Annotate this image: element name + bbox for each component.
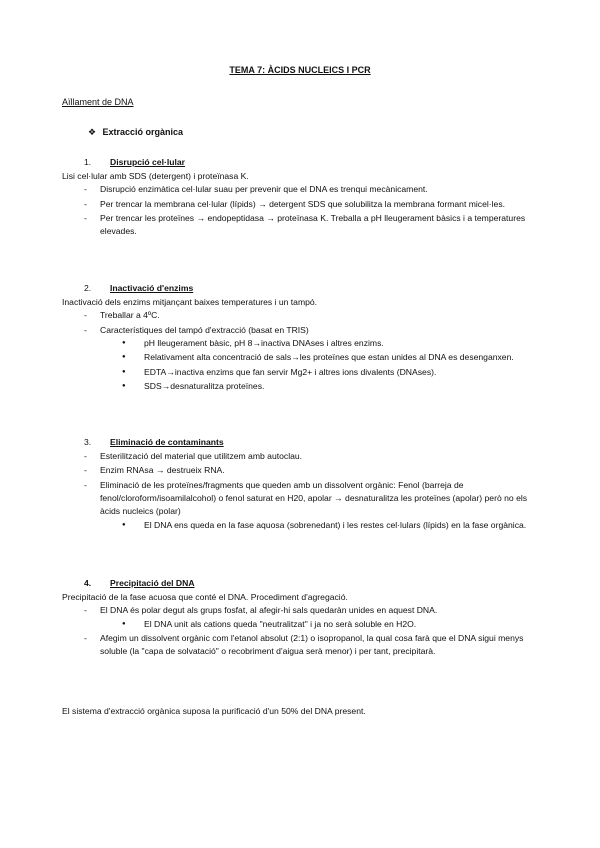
bullet-list (62, 183, 540, 238)
list-item: - Treballar a 4ºC. (100, 309, 540, 322)
section-intro: Precipitació de la fase acuosa que conté el DNA. Procediment d'agregació. (62, 592, 348, 602)
list-item: - Esterilització del material que utilitzem amb autoclau. (100, 450, 540, 463)
list-item (100, 479, 540, 532)
section-title-text: Precipitació del DNA (110, 578, 195, 588)
section-inactivacio (62, 282, 540, 394)
section-precipitacio (62, 577, 540, 660)
bullet-list (62, 450, 540, 532)
section-eliminacio (62, 436, 540, 533)
sub-list-item: ● pH lleugerament bàsic, pH 8→inactiva DNAses i altres enzims. (144, 337, 540, 350)
sub-list-item: ● Relativament alta concentració de sals→les proteïnes que estan unides al DNA es desenganxen. (144, 351, 540, 364)
page-title: TEMA 7: ÀCIDS NUCLEICS I PCR (229, 65, 371, 75)
list-item-text: Característiques del tampó d'extracció (basat en TRIS) (100, 324, 309, 335)
sub-list-item: ● EDTA→inactiva enzims que fan servir Mg2+ i altres ions divalents (DNAses). (144, 366, 540, 379)
section-title (62, 577, 540, 591)
section-title (62, 282, 540, 296)
list-item-text: Eliminació de les proteïnes/fragments que queden amb un dissolvent orgànic: Fenol (barreja de fenol/cloroform/isoamilalcohol) o fenol saturat en H20, apolar → desnaturalitza les proteïnes (apolar) però no els àcids nucleics (polar) (100, 479, 528, 517)
section-title-text: Inactivació d'enzims (110, 283, 194, 293)
sub-bullet-list (100, 618, 540, 631)
list-item: - Disrupció enzimàtica cel·lular suau per prevenir que el DNA es trenqui mecànicament. (100, 183, 540, 196)
main-heading: Aïllament de DNA (62, 97, 134, 107)
section-disrupcio (62, 156, 540, 240)
section-number: 1. (84, 157, 92, 167)
section-title-text: Eliminació de contaminants (110, 437, 224, 447)
list-item: - Afegim un dissolvent orgànic com l'etanol absolut (2:1) o isopropanol, la qual cosa farà que el DNA sigui menys soluble (la "capa de solvatació" o recobriment d'aigua serà menor) i per tant, precipitarà. (100, 632, 540, 659)
list-item (100, 604, 540, 631)
section-title (62, 156, 540, 170)
list-item: - Per trencar les proteïnes → endopeptidasa → proteïnasa K. Treballa a pH lleugerament bàsics i a temperatures elevades. (100, 212, 540, 239)
list-item: - Per trencar la membrana cel·lular (lípids) → detergent SDS que solubilitza la membrana formant micel·les. (100, 198, 540, 211)
list-item (100, 324, 540, 394)
bullet-list (62, 604, 540, 658)
section-intro: Inactivació dels enzims mitjançant baixes temperatures i un tampó. (62, 297, 318, 307)
sub-bullet-list (100, 519, 540, 532)
bullet-list (62, 309, 540, 393)
list-item-text: El DNA és polar degut als grups fosfat, al afegir-hi sals quedaràn unides en aquest DNA. (100, 605, 438, 616)
sub-heading-text: Extracció orgànica (102, 127, 184, 137)
section-title (62, 436, 540, 450)
footer-note: El sistema d'extracció orgànica suposa la purificació d'un 50% del DNA present. (62, 706, 366, 716)
section-number: 4. (84, 578, 92, 588)
section-number: 3. (84, 437, 92, 447)
section-intro: Lisi cel·lular amb SDS (detergent) i proteïnasa K. (62, 171, 249, 181)
sub-bullet-list (100, 337, 540, 393)
sub-heading (88, 126, 183, 140)
sub-list-item: ● El DNA unit als cations queda "neutralitzat" i ja no serà soluble en H2O. (144, 618, 540, 631)
section-number: 2. (84, 283, 92, 293)
sub-list-item: ● El DNA ens queda en la fase aquosa (sobrenedant) i les restes cel·lulars (lípids) en la fase orgànica. (144, 519, 540, 532)
section-title-text: Disrupció cel·lular (110, 157, 185, 167)
diamond-bullet-icon: ❖ (88, 127, 97, 137)
list-item: - Enzim RNAsa → destrueix RNA. (100, 464, 540, 477)
sub-list-item: ● SDS→desnaturalitza proteïnes. (144, 380, 540, 393)
